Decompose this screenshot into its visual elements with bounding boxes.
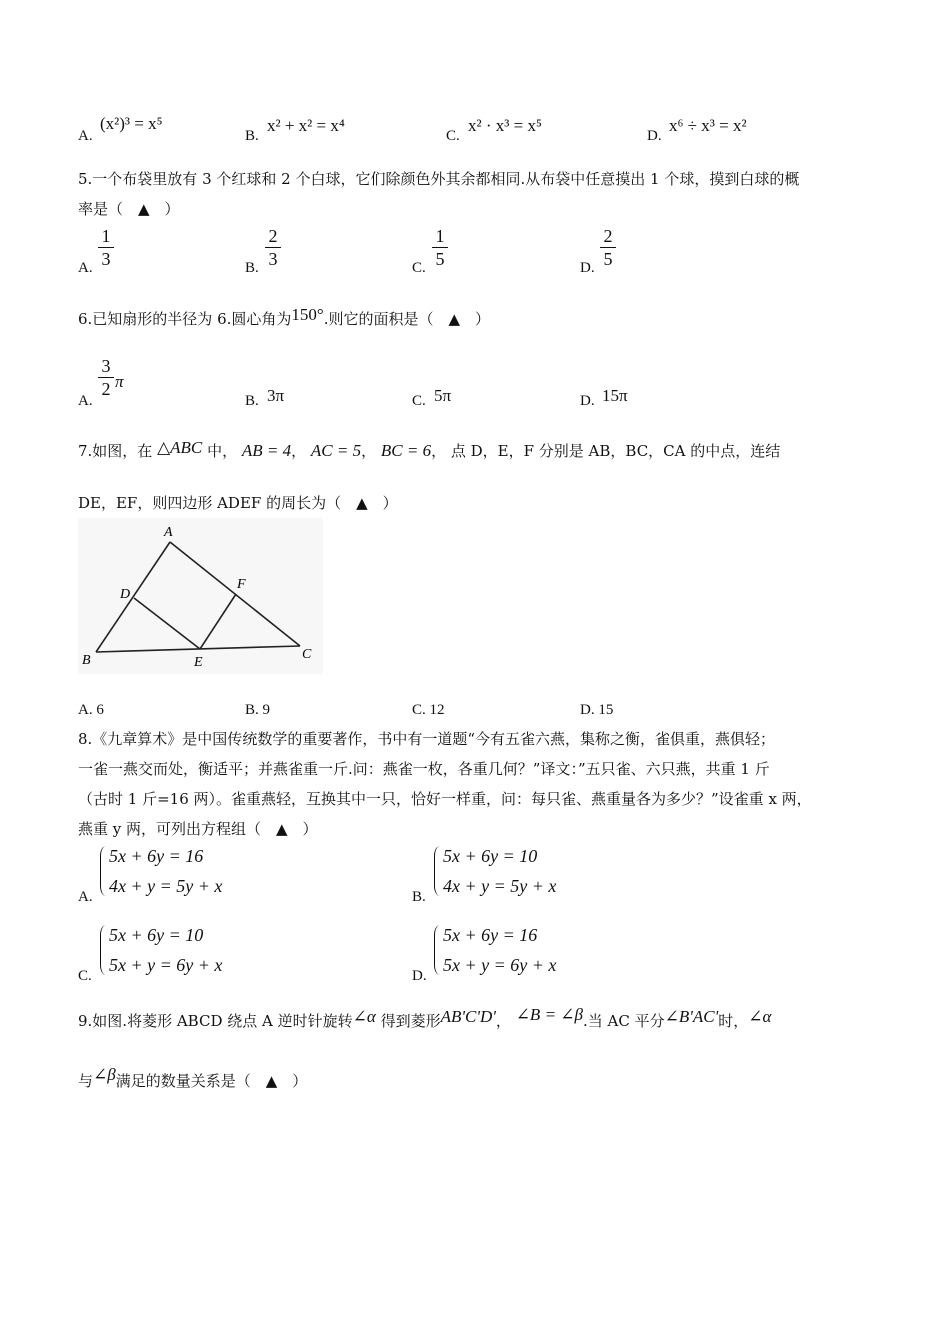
q6-option-a-pi: π (115, 372, 124, 391)
q5-option-d-fraction: 2 5 (600, 226, 616, 269)
q6-angle: 150° (291, 305, 324, 324)
q4-option-a-expr: (x²)³ = x⁵ (100, 114, 163, 133)
q8-option-b-eq2: 4x + y = 5y + x (443, 876, 557, 896)
q7-triangle-abc: △ABC (157, 438, 203, 457)
q8-option-a-label: A. (78, 889, 93, 905)
q8-option-d-label: D. (412, 968, 427, 984)
q8-option-a-eq1: 5x + 6y = 16 (109, 846, 204, 866)
q8-option-a-eq2: 4x + y = 5y + x (109, 876, 223, 896)
q9-beta: ∠β (93, 1065, 116, 1084)
q8-option-b-label: B. (412, 889, 426, 905)
point-d-label: D (120, 587, 131, 602)
q5-option-b-fraction: 2 3 (265, 226, 281, 269)
q7-ac: AC = 5 (310, 441, 362, 460)
q6-option-c-label: C. (412, 393, 426, 409)
q8-option-c-eq1: 5x + 6y = 10 (109, 925, 204, 945)
q9-rhombus-prime: AB'C'D' (440, 1007, 496, 1026)
point-e-label: E (194, 655, 203, 670)
q8-stem-line1: 8.《九章算术》是中国传统数学的重要著作，书中有一道题“今有五雀六燕，集称之衡，雀俱重，燕俱轻； (78, 730, 775, 748)
q5-option-c-label: C. (412, 260, 426, 276)
q5-stem-line1: 5.一个布袋里放有 3 个红球和 2 个白球，它们除颜色外其余都相同.从布袋中任意摸出 1 个球，摸到白球的概 (78, 170, 800, 188)
q9-stem-line1: 9.如图.将菱形 ABCD 绕点 A 逆时针旋转∠α 得到菱形AB'C'D'， ∠B = ∠β.当 AC 平分∠B'AC'时，∠α (78, 1005, 772, 1030)
q7-option-a: A. 6 (78, 702, 104, 718)
q6-option-b-expr: 3π (267, 386, 285, 405)
q5-option-b-label: B. (245, 260, 259, 276)
q6-option-d-label: D. (580, 393, 595, 409)
vertex-b-label: B (82, 653, 91, 668)
vertex-a-label: A (164, 525, 173, 540)
q6-option-c-expr: 5π (434, 386, 452, 405)
q8-stem-line2: 一雀一燕交而处，衡适平；并燕雀重一斤.问：燕雀一枚，各重几何？”译文：”五只雀、六只燕，共重 1 斤 (78, 760, 770, 778)
q7-option-b: B. 9 (245, 702, 271, 718)
q5-option-a-fraction: 1 3 (98, 226, 114, 269)
q9-beta-equation: ∠B = ∠β (515, 1005, 583, 1024)
q8-stem-line3: （古时 1 斤=16 两）。雀重燕轻，互换其中一只，恰好一样重，问：每只雀、燕重量各为多少？”设雀重 x 两， (78, 790, 812, 808)
point-f-label: F (237, 577, 246, 592)
q8-stem-line4: 燕重 y 两，可列出方程组（ ▲ ） (78, 820, 318, 838)
q5-stem-line2: 率是（ ▲ ） (78, 200, 180, 218)
vertex-c-label: C (302, 647, 312, 662)
q7-triangle-figure (78, 518, 323, 674)
q8-option-d-brace (434, 925, 441, 975)
q8-option-d-eq2: 5x + y = 6y + x (443, 955, 557, 975)
q4-option-c-expr: x² · x³ = x⁵ (468, 116, 542, 135)
q8-option-c-eq2: 5x + y = 6y + x (109, 955, 223, 975)
q7-option-c: C. 12 (412, 702, 445, 718)
q7-stem-line2: DE，EF，则四边形 ADEF 的周长为（ ▲ ） (78, 494, 398, 512)
q8-option-a-brace (100, 846, 107, 896)
figure-background (78, 518, 323, 674)
q4-option-d-label: D. (647, 128, 662, 144)
q4-option-b-label: B. (245, 128, 259, 144)
q6-option-a-fraction: 3 2 (98, 356, 114, 399)
q6-option-a-label: A. (78, 393, 93, 409)
q7-ab: AB = 4 (241, 441, 292, 460)
q7-stem-line1: 7.如图，在 △ABC 中， AB = 4， AC = 5， BC = 6， 点 D，E，F 分别是 AB，BC，CA 的中点，连结 (78, 438, 781, 460)
q7-option-d: D. 15 (580, 702, 614, 718)
q8-option-b-brace (434, 846, 441, 896)
q6-option-b-label: B. (245, 393, 259, 409)
q8-option-b-eq1: 5x + 6y = 10 (443, 846, 538, 866)
q9-angle-bac: ∠B'AC' (664, 1007, 719, 1026)
q4-option-d-expr: x⁶ ÷ x³ = x² (669, 116, 747, 135)
q4-option-b-expr: x² + x² = x⁴ (267, 116, 345, 135)
q5-option-a-label: A. (78, 260, 93, 276)
q5-option-c-fraction: 1 5 (432, 226, 448, 269)
q6-option-d-expr: 15π (602, 386, 628, 405)
q7-bc: BC = 6 (380, 441, 432, 460)
q8-option-c-label: C. (78, 968, 92, 984)
q9-alpha: ∠α (352, 1007, 376, 1026)
q4-option-a-label: A. (78, 128, 93, 144)
q8-option-c-brace (100, 925, 107, 975)
q9-stem-line2: 与∠β满足的数量关系是（ ▲ ） (78, 1065, 308, 1090)
q6-stem: 6.已知扇形的半径为 6.圆心角为150°.则它的面积是（ ▲ ） (78, 305, 491, 328)
q5-option-d-label: D. (580, 260, 595, 276)
q9-alpha-2: ∠α (748, 1007, 772, 1026)
q8-option-d-eq1: 5x + 6y = 16 (443, 925, 538, 945)
q4-option-c-label: C. (446, 128, 460, 144)
